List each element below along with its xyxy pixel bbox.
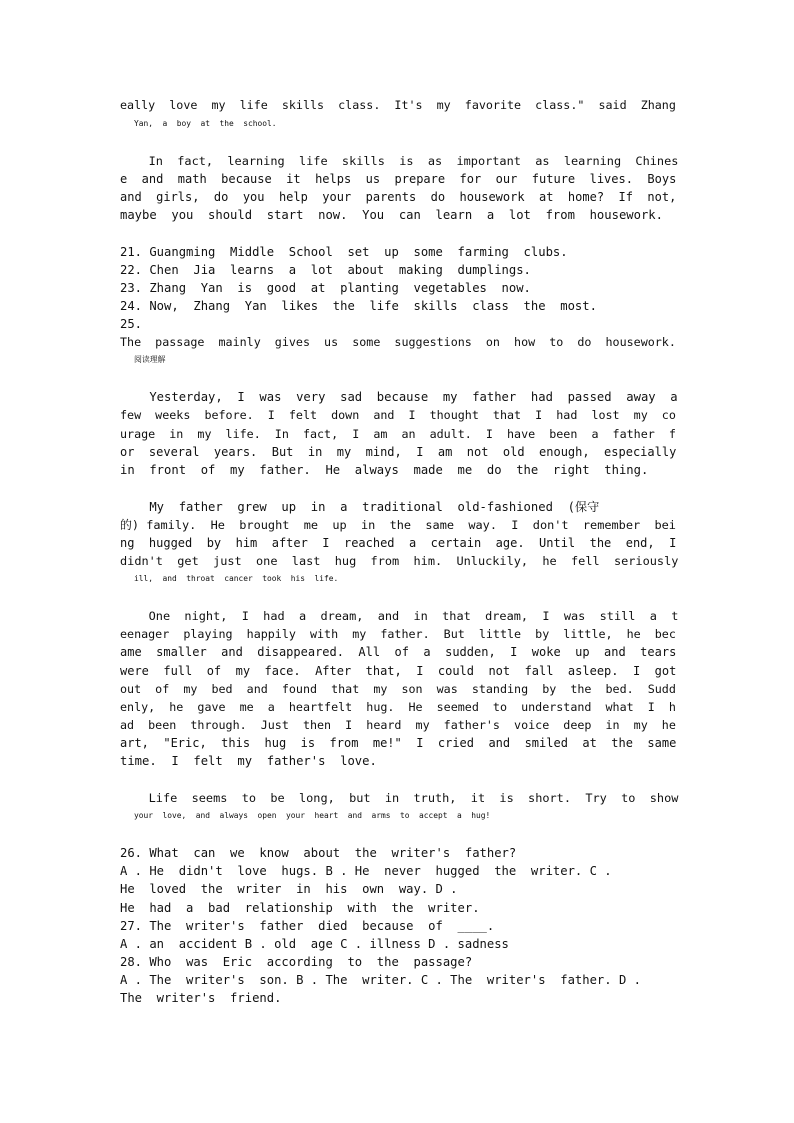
question-statement: 23. Zhang Yan is good at planting vegetables now. [120,281,531,295]
text-line: your love, and always open your heart and arms to accept a hug! [134,811,491,820]
question-stem: 27. The writer's father died because of ____. [120,919,495,933]
answer-options: He loved the writer in his own way. D . [120,882,458,896]
text-line: Life seems to be long, but in truth, it is short. Try to show [120,791,679,805]
text-line: time. I felt my father's love. [120,754,377,768]
text-line: urage in my life. In fact, I am an adult. I have been a father f [120,427,676,441]
text-line: and girls, do you help your parents do housework at home? If not, [120,190,677,204]
question-statement: 22. Chen Jia learns a lot about making dumplings. [120,263,531,277]
text-line: maybe you should start now. You can learn a lot from housework. [120,208,663,222]
text-line: Yesterday, I was very sad because my father had passed away a [120,390,678,404]
text-line: Yan, a boy at the school. [134,119,277,128]
text-line: One night, I had a dream, and in that dream, I was still a t [120,609,679,623]
question-statement: The passage mainly gives us some suggestions on how to do housework. [120,335,676,349]
text-line: eally love my life skills class. It's my favorite class." said Zhang [120,98,676,112]
text-line: In fact, learning life skills is as important as learning Chines [120,154,679,168]
text-line: in front of my father. He always made me do the right thing. [120,463,649,477]
answer-options: The writer's friend. [120,991,282,1005]
text-line: enly, he gave me a heartfelt hug. He seemed to understand what I h [120,700,676,714]
question-stem: 26. What can we know about the writer's father? [120,846,517,860]
text-line: were full of my face. After that, I could not fall asleep. I got [120,664,677,678]
answer-options: A . an accident B . old age C . illness D . sadness [120,937,509,951]
text-line: e and math because it helps us prepare for our future lives. Boys [120,172,677,186]
text-line: ill, and throat cancer took his life. [134,574,339,583]
text-line: or several years. But in my mind, I am not old enough, especially [120,445,677,459]
text-line: ad been through. Just then I heard my father's voice deep in my he [120,718,676,732]
text-line: didn't get just one last hug from him. Unluckily, he fell seriously [120,554,679,568]
answer-options: He had a bad relationship with the writer. [120,901,480,915]
answer-options: A . The writer's son. B . The writer. C . The writer's father. D . [120,973,641,987]
question-statement: 21. Guangming Middle School set up some farming clubs. [120,245,568,259]
text-line: ng hugged by him after I reached a certain age. Until the end, I [120,536,677,550]
text-line: out of my bed and found that my son was standing by the bed. Sudd [120,682,676,696]
question-number: 25. [120,317,143,331]
text-line: 的) family. He brought me up in the same way. I don't remember bei [120,518,676,532]
text-line: eenager playing happily with my father. But little by little, he bec [120,627,676,641]
text-line: My father grew up in a traditional old-fashioned (保守 [120,500,600,514]
text-line: art, "Eric, this hug is from me!" I cried and smiled at the same [120,736,677,750]
question-statement: 24. Now, Zhang Yan likes the life skills class the most. [120,299,597,313]
section-heading: 阅读理解 [134,355,166,364]
answer-options: A . He didn't love hugs. B . He never hugged the writer. C . [120,864,612,878]
question-stem: 28. Who was Eric according to the passage? [120,955,473,969]
text-line: few weeks before. I felt down and I thought that I had lost my co [120,408,676,422]
text-line: ame smaller and disappeared. All of a sudden, I woke up and tears [120,645,677,659]
